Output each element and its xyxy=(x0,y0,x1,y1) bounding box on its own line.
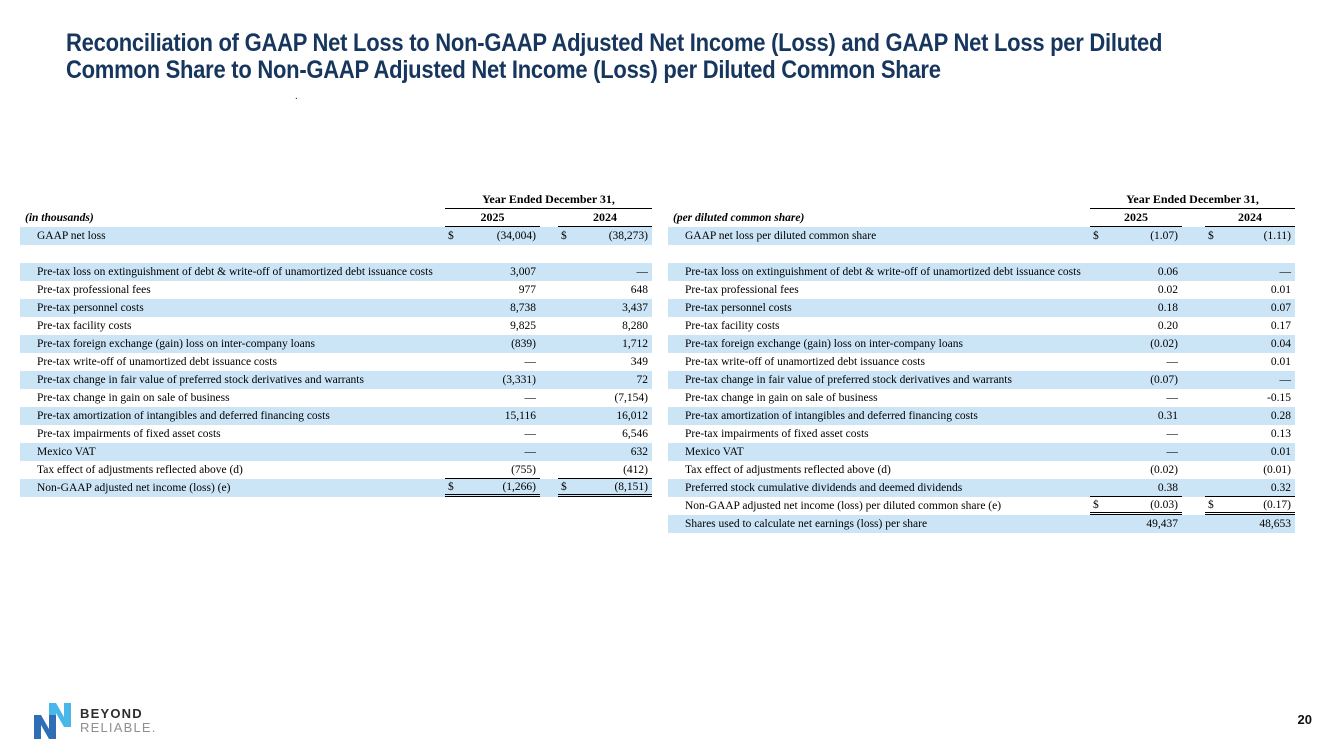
value-cell-2025 xyxy=(1090,353,1182,371)
value-cell-2024 xyxy=(558,389,652,407)
value-2024: (412) xyxy=(623,463,648,476)
col-gap xyxy=(1182,263,1205,281)
col-gap xyxy=(1182,515,1205,533)
col-gap xyxy=(540,227,558,245)
row-label: Pre-tax personnel costs xyxy=(37,302,144,314)
value-cell-2024 xyxy=(558,335,652,353)
table-row xyxy=(20,281,652,299)
value-2024: 6,546 xyxy=(622,428,648,440)
value-cell-2025 xyxy=(445,407,540,425)
table-row xyxy=(20,389,652,407)
row-label: Tax effect of adjustments reflected above (d) xyxy=(37,464,243,476)
value-2024: — xyxy=(1279,266,1291,278)
value-2025: (1.07) xyxy=(1150,230,1178,242)
value-2024: 0.13 xyxy=(1270,428,1291,440)
row-label: Pre-tax change in fair value of preferred stock derivatives and warrants xyxy=(37,374,364,386)
value-cell-2025 xyxy=(1090,227,1182,245)
value-2025: — xyxy=(1166,356,1178,368)
value-cell-2024 xyxy=(1205,281,1295,299)
row-label: Mexico VAT xyxy=(685,446,744,458)
page-title xyxy=(66,30,1162,84)
value-cell-2025 xyxy=(1090,497,1182,515)
value-2024: — xyxy=(636,266,648,278)
value-cell-2024 xyxy=(1205,443,1295,461)
col-gap xyxy=(540,353,558,371)
table-row xyxy=(668,497,1295,515)
value-2024: 8,280 xyxy=(622,320,648,332)
value-2024: 0.01 xyxy=(1270,284,1291,296)
value-cell-2024 xyxy=(558,443,652,461)
row-label: Pre-tax write-off of unamortized debt issuance costs xyxy=(685,356,925,368)
table-row xyxy=(668,227,1295,245)
value-cell-2025 xyxy=(1090,317,1182,335)
table-row xyxy=(668,353,1295,371)
value-2025: (0.07) xyxy=(1150,374,1178,386)
header-col-gap xyxy=(540,209,558,227)
row-label: Non-GAAP adjusted net income (loss) (e) xyxy=(37,482,231,494)
header-col-gap xyxy=(1182,209,1205,227)
value-2025: (34,004) xyxy=(496,230,536,242)
table-row xyxy=(668,515,1295,533)
dollar-sign: $ xyxy=(448,230,454,242)
col-gap xyxy=(1182,407,1205,425)
value-cell-2025 xyxy=(1090,371,1182,389)
value-cell-2025 xyxy=(445,227,540,245)
value-cell-2024 xyxy=(1205,515,1295,533)
stray-dot: . xyxy=(295,90,298,102)
value-2024: 72 xyxy=(636,374,648,386)
table-header-years-row xyxy=(668,209,1295,227)
value-2025: — xyxy=(524,392,536,404)
table-row xyxy=(20,299,652,317)
row-label: Pre-tax facility costs xyxy=(685,320,780,332)
value-cell-2024 xyxy=(558,371,652,389)
col-gap xyxy=(1182,317,1205,335)
value-2024: 648 xyxy=(630,284,648,296)
col-gap xyxy=(1182,371,1205,389)
col-gap xyxy=(540,425,558,443)
row-label: Non-GAAP adjusted net income (loss) per diluted common share (e) xyxy=(685,500,1002,512)
value-cell-2025 xyxy=(1090,443,1182,461)
row-label: Pre-tax write-off of unamortized debt issuance costs xyxy=(37,356,277,368)
row-label: GAAP net loss per diluted common share xyxy=(685,230,877,242)
value-cell-2025 xyxy=(1090,335,1182,353)
table-row xyxy=(20,263,652,281)
row-label: Pre-tax loss on extinguishment of debt & write-off of unamortized debt issuance costs xyxy=(37,266,433,278)
col-gap xyxy=(540,407,558,425)
col-gap xyxy=(1182,461,1205,479)
col-gap xyxy=(540,299,558,317)
value-cell-2025 xyxy=(1090,299,1182,317)
row-label: Pre-tax personnel costs xyxy=(685,302,792,314)
header-spacer xyxy=(668,190,1090,209)
value-2025: (1,266) xyxy=(502,480,536,493)
value-cell-2024 xyxy=(558,317,652,335)
value-2024: (0.17) xyxy=(1263,498,1291,511)
logo-text xyxy=(80,707,157,735)
year-2024: 2024 xyxy=(1205,209,1295,227)
table-row xyxy=(668,443,1295,461)
unit-label: (in thousands) xyxy=(25,212,94,224)
value-2024: -0.15 xyxy=(1267,392,1291,404)
header-spacer xyxy=(20,190,445,209)
col-gap xyxy=(540,461,558,479)
value-2025: (0.02) xyxy=(1150,464,1178,476)
col-gap xyxy=(540,443,558,461)
table-row xyxy=(668,299,1295,317)
value-2025: 15,116 xyxy=(504,410,536,422)
value-2025: (839) xyxy=(511,338,536,350)
company-logo xyxy=(34,701,157,741)
value-cell-2025 xyxy=(1090,461,1182,479)
col-gap xyxy=(540,263,558,281)
table-row xyxy=(668,389,1295,407)
dollar-sign: $ xyxy=(561,480,567,493)
table-row xyxy=(20,479,652,497)
value-2024: 0.01 xyxy=(1270,446,1291,458)
value-2025: — xyxy=(524,356,536,368)
dollar-sign: $ xyxy=(1093,230,1099,242)
unit-label: (per diluted common share) xyxy=(673,212,805,224)
value-cell-2024 xyxy=(1205,371,1295,389)
dollar-sign: $ xyxy=(561,230,567,242)
row-label: Pre-tax loss on extinguishment of debt & write-off of unamortized debt issuance costs xyxy=(685,266,1081,278)
row-label: Preferred stock cumulative dividends and deemed dividends xyxy=(685,482,963,494)
col-gap xyxy=(1182,389,1205,407)
year-2025: 2025 xyxy=(445,209,540,227)
value-cell-2025 xyxy=(445,425,540,443)
value-cell-2025 xyxy=(445,299,540,317)
col-gap xyxy=(1182,497,1205,515)
value-2025: (0.02) xyxy=(1150,338,1178,350)
value-cell-2024 xyxy=(558,281,652,299)
row-label: Pre-tax professional fees xyxy=(37,284,151,296)
value-2024: (1.11) xyxy=(1263,230,1291,242)
table-row xyxy=(668,479,1295,497)
value-2025: 977 xyxy=(518,284,536,296)
value-cell-2024 xyxy=(558,461,652,479)
value-2025: — xyxy=(524,446,536,458)
value-cell-2024 xyxy=(1205,299,1295,317)
row-label: Mexico VAT xyxy=(37,446,96,458)
row-label: Pre-tax change in fair value of preferred stock derivatives and warrants xyxy=(685,374,1012,386)
value-cell-2025 xyxy=(1090,263,1182,281)
value-2024: 48,653 xyxy=(1259,518,1291,530)
value-2025: 8,738 xyxy=(510,302,536,314)
value-2024: 0.01 xyxy=(1270,356,1291,368)
table-row xyxy=(668,407,1295,425)
col-gap xyxy=(1182,299,1205,317)
value-cell-2024 xyxy=(558,227,652,245)
year-2024: 2024 xyxy=(558,209,652,227)
value-2025: (3,331) xyxy=(502,374,536,386)
dollar-sign: $ xyxy=(448,480,454,493)
value-2025: 49,437 xyxy=(1146,518,1178,530)
page-title-line2: Common Share to Non-GAAP Adjusted Net Income (Loss) per Diluted Common Share xyxy=(66,56,941,84)
table-row xyxy=(20,317,652,335)
value-2025: 0.31 xyxy=(1157,410,1178,422)
table-row xyxy=(20,227,652,245)
value-2025: 0.18 xyxy=(1157,302,1178,314)
row-label: Pre-tax professional fees xyxy=(685,284,799,296)
value-2025: 3,007 xyxy=(510,266,536,278)
value-cell-2024 xyxy=(558,299,652,317)
col-gap xyxy=(540,389,558,407)
value-2024: (0.01) xyxy=(1263,464,1291,476)
value-2025: — xyxy=(524,428,536,440)
value-2025: 0.20 xyxy=(1157,320,1178,332)
period-header: Year Ended December 31, xyxy=(1090,192,1295,209)
value-cell-2025 xyxy=(1090,515,1182,533)
row-label: Pre-tax facility costs xyxy=(37,320,132,332)
table-header-period-row xyxy=(668,190,1295,209)
value-2025: 9,825 xyxy=(510,320,536,332)
value-2024: 632 xyxy=(630,446,648,458)
table-gap-row xyxy=(20,245,652,263)
value-cell-2024 xyxy=(1205,425,1295,443)
value-2025: (0.03) xyxy=(1150,498,1178,511)
value-cell-2025 xyxy=(445,461,540,479)
page-title-line1: Reconciliation of GAAP Net Loss to Non-GAAP Adjusted Net Income (Loss) and GAAP Net Loss per Diluted xyxy=(66,29,1163,57)
table-row xyxy=(668,263,1295,281)
value-2024: 1,712 xyxy=(622,338,648,350)
table-row xyxy=(20,371,652,389)
page-number: 20 xyxy=(1297,712,1312,727)
logo-nn-icon xyxy=(34,701,74,741)
table-in-thousands xyxy=(20,190,652,497)
value-cell-2025 xyxy=(1090,479,1182,497)
value-2025: (755) xyxy=(511,463,536,476)
col-gap xyxy=(1182,335,1205,353)
row-label: Pre-tax foreign exchange (gain) loss on inter-company loans xyxy=(37,338,315,350)
value-cell-2024 xyxy=(1205,479,1295,497)
value-cell-2024 xyxy=(558,425,652,443)
dollar-sign: $ xyxy=(1208,230,1214,242)
value-2025: — xyxy=(1166,428,1178,440)
table-row xyxy=(668,461,1295,479)
row-label: Pre-tax foreign exchange (gain) loss on inter-company loans xyxy=(685,338,963,350)
col-gap xyxy=(540,335,558,353)
table-row xyxy=(668,281,1295,299)
logo-text-reliable: RELIABLE. xyxy=(80,720,157,735)
col-gap xyxy=(1182,425,1205,443)
col-gap xyxy=(540,371,558,389)
value-cell-2025 xyxy=(445,371,540,389)
col-gap xyxy=(1182,227,1205,245)
value-cell-2024 xyxy=(1205,353,1295,371)
value-cell-2025 xyxy=(445,263,540,281)
value-cell-2024 xyxy=(558,407,652,425)
table-row xyxy=(668,317,1295,335)
row-label: Pre-tax impairments of fixed asset costs xyxy=(37,428,221,440)
value-2024: — xyxy=(1279,374,1291,386)
col-gap xyxy=(540,317,558,335)
value-cell-2025 xyxy=(1090,425,1182,443)
value-2024: 0.17 xyxy=(1270,320,1291,332)
table-row xyxy=(668,425,1295,443)
value-cell-2024 xyxy=(1205,497,1295,515)
dollar-sign: $ xyxy=(1093,498,1099,511)
col-gap xyxy=(540,479,558,497)
value-2024: (7,154) xyxy=(614,392,648,404)
value-2024: 3,437 xyxy=(622,302,648,314)
table-per-diluted-share xyxy=(668,190,1295,533)
row-label: Shares used to calculate net earnings (loss) per share xyxy=(685,518,928,530)
value-cell-2024 xyxy=(1205,317,1295,335)
table-gap-row xyxy=(668,245,1295,263)
value-cell-2025 xyxy=(1090,281,1182,299)
value-cell-2024 xyxy=(1205,263,1295,281)
value-2024: (38,273) xyxy=(608,230,648,242)
value-2025: — xyxy=(1166,392,1178,404)
col-gap xyxy=(540,281,558,299)
table-header-period-row xyxy=(20,190,652,209)
value-cell-2025 xyxy=(445,479,540,497)
value-cell-2024 xyxy=(558,263,652,281)
row-label: Pre-tax amortization of intangibles and deferred financing costs xyxy=(685,410,978,422)
row-label: GAAP net loss xyxy=(37,230,106,242)
value-cell-2025 xyxy=(445,389,540,407)
row-label: Pre-tax amortization of intangibles and deferred financing costs xyxy=(37,410,330,422)
row-label: Tax effect of adjustments reflected above (d) xyxy=(685,464,891,476)
table-row xyxy=(20,353,652,371)
value-2025: 0.02 xyxy=(1157,284,1178,296)
value-2025: — xyxy=(1166,446,1178,458)
value-cell-2024 xyxy=(558,479,652,497)
value-cell-2024 xyxy=(1205,335,1295,353)
value-2024: 0.04 xyxy=(1270,338,1291,350)
col-gap xyxy=(1182,353,1205,371)
col-gap xyxy=(1182,281,1205,299)
value-cell-2025 xyxy=(445,353,540,371)
value-cell-2025 xyxy=(445,443,540,461)
col-gap xyxy=(1182,479,1205,497)
table-row xyxy=(20,335,652,353)
dollar-sign: $ xyxy=(1208,498,1214,511)
value-cell-2024 xyxy=(1205,461,1295,479)
row-label: Pre-tax impairments of fixed asset costs xyxy=(685,428,869,440)
value-2024: 0.28 xyxy=(1270,410,1291,422)
row-label: Pre-tax change in gain on sale of business xyxy=(685,392,878,404)
table-row xyxy=(20,461,652,479)
value-cell-2025 xyxy=(445,335,540,353)
value-2024: 349 xyxy=(630,356,648,368)
table-row xyxy=(668,335,1295,353)
value-cell-2025 xyxy=(445,317,540,335)
value-cell-2025 xyxy=(1090,407,1182,425)
value-cell-2024 xyxy=(558,353,652,371)
table-row xyxy=(20,443,652,461)
value-cell-2025 xyxy=(445,281,540,299)
value-cell-2024 xyxy=(1205,227,1295,245)
value-2024: (8,151) xyxy=(614,480,648,493)
value-2025: 0.38 xyxy=(1157,481,1178,494)
col-gap xyxy=(1182,443,1205,461)
value-2024: 0.32 xyxy=(1270,481,1291,494)
value-cell-2024 xyxy=(1205,389,1295,407)
row-label: Pre-tax change in gain on sale of business xyxy=(37,392,230,404)
period-header: Year Ended December 31, xyxy=(445,192,652,209)
table-row xyxy=(668,371,1295,389)
value-2025: 0.06 xyxy=(1157,266,1178,278)
logo-text-beyond: BEYOND xyxy=(80,706,143,721)
value-2024: 0.07 xyxy=(1270,302,1291,314)
year-2025: 2025 xyxy=(1090,209,1182,227)
value-cell-2024 xyxy=(1205,407,1295,425)
table-row xyxy=(20,407,652,425)
table-row xyxy=(20,425,652,443)
value-cell-2025 xyxy=(1090,389,1182,407)
table-header-years-row xyxy=(20,209,652,227)
value-2024: 16,012 xyxy=(616,410,648,422)
